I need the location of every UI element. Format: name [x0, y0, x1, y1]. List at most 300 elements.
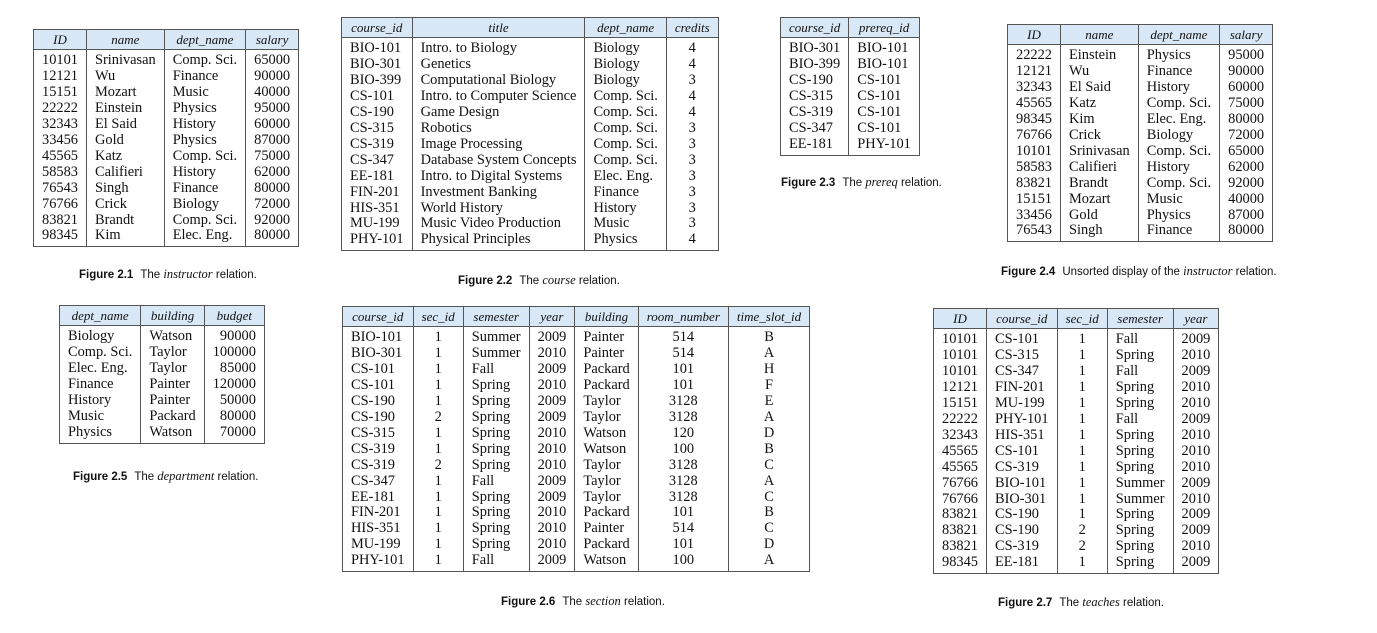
table-row [34, 213, 299, 229]
table-cell: Comp. Sci. [585, 121, 666, 137]
table-cell: Physics [1138, 208, 1219, 224]
table-cell: Computational Biology [412, 73, 585, 89]
table-cell: Spring [1107, 555, 1173, 573]
caption-text: The [1059, 597, 1080, 609]
header-row [34, 30, 299, 50]
table-cell: Kim [86, 228, 164, 246]
table-cell: Gold [1060, 208, 1138, 224]
table-cell: 514 [638, 327, 728, 346]
table-cell: 4 [666, 38, 718, 57]
table-cell: Watson [141, 425, 204, 443]
table-cell: 83821 [942, 506, 978, 523]
table-cell: Comp. Sci. [585, 153, 666, 169]
table-cell: 514 [638, 346, 728, 362]
table-cell: Intro. to Digital Systems [412, 169, 585, 185]
table-row [34, 149, 299, 165]
table-cell: Singh [86, 181, 164, 197]
table-cell: Image Processing [412, 137, 585, 153]
caption-text: relation. [900, 177, 942, 189]
table-cell: B [728, 442, 809, 458]
table-cell: A [728, 474, 809, 490]
figure-label: Figure 2.1 [79, 269, 134, 281]
table-cell: 1 [1057, 396, 1107, 412]
table-cell: 1 [1057, 460, 1107, 476]
relation-table [780, 17, 920, 156]
table-cell: 3 [666, 73, 718, 89]
table-row [934, 555, 1219, 573]
table-row [781, 121, 920, 137]
table-cell: CS-190 [350, 103, 394, 120]
table-cell: 10101 [942, 346, 978, 363]
table-cell: FIN-201 [351, 504, 401, 521]
table-row [934, 523, 1219, 539]
table-cell: HIS-351 [986, 428, 1057, 444]
table-row [1008, 192, 1273, 208]
table-cell: 101 [638, 505, 728, 521]
table-cell: 15151 [942, 394, 978, 411]
table-cell: CS-101 [350, 87, 394, 104]
table-cell: CS-101 [351, 376, 395, 393]
table-cell: CS-347 [986, 364, 1057, 380]
table-row [342, 38, 719, 57]
table-cell: C [728, 521, 809, 537]
table-cell: 92000 [246, 213, 299, 229]
table-cell: 76766 [42, 195, 78, 212]
table-row [60, 393, 265, 409]
figure-2-5-table [59, 305, 265, 444]
table-cell: 83821 [1016, 174, 1052, 191]
table-cell: C [728, 490, 809, 506]
table-cell: Painter [575, 327, 638, 346]
table-cell: Brandt [1060, 176, 1138, 192]
table-cell: Katz [1060, 96, 1138, 112]
relation-table [1007, 24, 1273, 242]
table-row [342, 185, 719, 201]
table-cell: BIO-399 [789, 55, 841, 72]
table-cell: 76543 [42, 179, 78, 196]
table-cell: BIO-301 [789, 40, 841, 56]
table-cell: Srinivasan [86, 50, 164, 69]
table-cell: 2009 [1173, 507, 1219, 523]
table-cell: 4 [666, 89, 718, 105]
table-cell: A [728, 553, 809, 571]
figure-2-6-table [342, 306, 810, 572]
figure-2-5-caption [73, 469, 258, 484]
column-header: salary [246, 30, 299, 50]
table-cell: 87000 [246, 133, 299, 149]
caption-text: The [140, 269, 161, 281]
table-cell: CS-101 [849, 73, 920, 89]
figure-2-4-caption [1001, 264, 1277, 279]
table-cell: 2009 [1173, 364, 1219, 380]
column-header: title [412, 18, 585, 38]
figure-label: Figure 2.5 [73, 471, 128, 483]
column-header: time_slot_id [728, 307, 809, 327]
table-cell: 1 [413, 505, 463, 521]
table-cell: 83821 [942, 522, 978, 539]
table-cell: 90000 [204, 326, 264, 345]
table-cell: BIO-399 [350, 71, 402, 88]
table-row [342, 201, 719, 217]
table-cell: 4 [666, 57, 718, 73]
table-cell: 1 [413, 537, 463, 553]
table-cell: D [728, 537, 809, 553]
table-cell: 101 [638, 362, 728, 378]
table-cell: 33456 [1016, 206, 1052, 223]
table-cell: 1 [413, 442, 463, 458]
table-cell: Packard [575, 362, 638, 378]
table-cell: 3 [666, 201, 718, 217]
table-row [60, 409, 265, 425]
table-row [343, 442, 810, 458]
table-row [1008, 112, 1273, 128]
table-cell: Taylor [575, 474, 638, 490]
table-cell: 2009 [529, 362, 575, 378]
table-cell: 1 [1057, 329, 1107, 348]
table-cell: Music Video Production [412, 216, 585, 232]
relation-name: department [157, 469, 215, 483]
table-cell: CS-315 [986, 348, 1057, 364]
table-cell: History [68, 391, 112, 408]
relation-name: teaches [1082, 595, 1120, 609]
table-cell: 50000 [204, 393, 264, 409]
table-cell: 2009 [529, 490, 575, 506]
table-row [343, 537, 810, 553]
table-row [60, 326, 265, 345]
table-cell: 100 [638, 442, 728, 458]
caption-text: The [519, 275, 540, 287]
table-cell: 2009 [529, 474, 575, 490]
table-cell: 65000 [246, 50, 299, 69]
table-cell: 1 [413, 394, 463, 410]
table-cell: Physics [585, 232, 666, 250]
table-cell: B [728, 327, 809, 346]
table-row [342, 137, 719, 153]
table-cell: 1 [1057, 555, 1107, 573]
table-cell: 2009 [1173, 329, 1219, 348]
column-header: dept_name [1138, 25, 1219, 45]
table-cell: CS-101 [849, 105, 920, 121]
table-cell: BIO-301 [351, 344, 403, 361]
table-cell: C [728, 458, 809, 474]
caption-text: Unsorted display of the [1062, 266, 1180, 278]
table-cell: Spring [463, 426, 529, 442]
table-cell: 92000 [1220, 176, 1273, 192]
table-cell: 1 [413, 378, 463, 394]
table-row [1008, 96, 1273, 112]
table-row [60, 345, 265, 361]
table-row [343, 490, 810, 506]
table-cell: 2010 [1173, 428, 1219, 444]
table-row [34, 133, 299, 149]
table-cell: 95000 [1220, 45, 1273, 64]
table-cell: Summer [463, 346, 529, 362]
table-cell: MU-199 [351, 536, 401, 553]
table-cell: 2010 [1173, 380, 1219, 396]
table-cell: Biology [164, 197, 245, 213]
table-cell: Comp. Sci. [164, 50, 245, 69]
table-cell: 3128 [638, 474, 728, 490]
table-cell: 1 [413, 327, 463, 346]
table-cell: Elec. Eng. [585, 169, 666, 185]
relation-name: prereq [865, 175, 898, 189]
figure-2-3-caption [781, 175, 942, 190]
table-cell: 12121 [42, 67, 78, 84]
header-row [781, 18, 920, 38]
table-cell: El Said [1060, 80, 1138, 96]
table-cell: Spring [463, 378, 529, 394]
figure-label: Figure 2.7 [998, 597, 1053, 609]
relation-table [342, 306, 810, 572]
table-row [1008, 176, 1273, 192]
column-header: name [86, 30, 164, 50]
table-cell: 62000 [246, 165, 299, 181]
table-cell: Comp. Sci. [68, 343, 133, 360]
table-cell: BIO-301 [350, 55, 402, 72]
table-cell: 2 [1057, 523, 1107, 539]
table-row [343, 458, 810, 474]
figure-2-7-caption [998, 595, 1164, 610]
column-header: year [1173, 309, 1219, 329]
table-cell: MU-199 [350, 215, 400, 232]
table-cell: 80000 [246, 228, 299, 246]
caption-text: relation. [1235, 266, 1277, 278]
table-cell: 98345 [42, 227, 78, 244]
table-cell: Califieri [1060, 160, 1138, 176]
table-cell: HIS-351 [350, 199, 400, 216]
table-cell: Spring [1107, 396, 1173, 412]
table-row [1008, 64, 1273, 80]
table-cell: Fall [1107, 329, 1173, 348]
column-header: ID [34, 30, 87, 50]
table-row [934, 428, 1219, 444]
table-cell: Taylor [575, 490, 638, 506]
table-cell: CS-319 [351, 440, 395, 457]
header-row [60, 306, 265, 326]
table-cell: Taylor [575, 394, 638, 410]
table-cell: Spring [1107, 380, 1173, 396]
table-cell: Elec. Eng. [164, 228, 245, 246]
table-cell: 98345 [1016, 110, 1052, 127]
table-cell: Fall [463, 553, 529, 571]
table-cell: 1 [1057, 380, 1107, 396]
table-cell: 58583 [1016, 158, 1052, 175]
table-cell: CS-190 [986, 523, 1057, 539]
table-row [342, 105, 719, 121]
table-cell: 4 [666, 232, 718, 250]
table-cell: 40000 [1220, 192, 1273, 208]
table-cell: Finance [164, 181, 245, 197]
table-cell: 62000 [1220, 160, 1273, 176]
table-row [934, 412, 1219, 428]
table-cell: 3 [666, 169, 718, 185]
table-cell: 2009 [529, 327, 575, 346]
table-row [1008, 144, 1273, 160]
table-cell: Packard [575, 537, 638, 553]
table-cell: Mozart [86, 85, 164, 101]
table-cell: PHY-101 [351, 552, 405, 569]
table-cell: Physics [68, 423, 112, 440]
table-row [934, 460, 1219, 476]
table-cell: Elec. Eng. [1138, 112, 1219, 128]
table-cell: 22222 [1016, 47, 1052, 63]
table-cell: 87000 [1220, 208, 1273, 224]
table-cell: 1 [413, 426, 463, 442]
column-header: dept_name [164, 30, 245, 50]
relation-table [933, 308, 1219, 574]
table-row [1008, 160, 1273, 176]
table-cell: Comp. Sci. [585, 89, 666, 105]
table-cell: 10101 [942, 331, 978, 347]
table-cell: B [728, 505, 809, 521]
table-row [34, 85, 299, 101]
table-cell: Physics [164, 133, 245, 149]
column-header: name [1060, 25, 1138, 45]
header-row [934, 309, 1219, 329]
caption-text: relation. [1123, 597, 1164, 609]
table-row [343, 327, 810, 346]
table-cell: Packard [575, 378, 638, 394]
table-cell: CS-190 [986, 507, 1057, 523]
table-cell: CS-347 [789, 119, 833, 136]
table-row [342, 73, 719, 89]
table-cell: 83821 [942, 538, 978, 555]
table-cell: Katz [86, 149, 164, 165]
relation-name: course [542, 273, 576, 287]
table-cell: Painter [141, 393, 204, 409]
table-cell: Robotics [412, 121, 585, 137]
table-row [34, 50, 299, 69]
table-cell: Summer [1107, 492, 1173, 508]
table-cell: 32343 [942, 426, 978, 443]
table-row [343, 426, 810, 442]
table-cell: 2009 [529, 410, 575, 426]
table-cell: 2010 [1173, 539, 1219, 555]
table-cell: Taylor [575, 458, 638, 474]
table-cell: 45565 [942, 458, 978, 475]
table-cell: History [164, 165, 245, 181]
table-cell: 1 [1057, 507, 1107, 523]
table-cell: 1 [1057, 492, 1107, 508]
table-row [342, 153, 719, 169]
table-cell: History [1138, 160, 1219, 176]
table-cell: Game Design [412, 105, 585, 121]
table-cell: 2010 [529, 378, 575, 394]
column-header: prereq_id [849, 18, 920, 38]
table-row [343, 553, 810, 571]
table-cell: 95000 [246, 101, 299, 117]
table-cell: BIO-101 [350, 40, 402, 56]
table-row [781, 105, 920, 121]
table-cell: 2010 [529, 426, 575, 442]
table-row [1008, 223, 1273, 241]
table-cell: Spring [1107, 348, 1173, 364]
table-cell: Finance [1138, 223, 1219, 241]
table-row [343, 378, 810, 394]
table-cell: 3 [666, 121, 718, 137]
table-cell: Spring [1107, 507, 1173, 523]
figure-2-4-table [1007, 24, 1273, 242]
table-cell: Spring [1107, 428, 1173, 444]
table-cell: MU-199 [986, 396, 1057, 412]
table-cell: 3 [666, 216, 718, 232]
table-cell: E [728, 394, 809, 410]
table-cell: 76766 [942, 490, 978, 507]
column-header: dept_name [60, 306, 141, 326]
table-cell: Watson [575, 553, 638, 571]
table-cell: Crick [86, 197, 164, 213]
table-cell: 45565 [942, 442, 978, 459]
table-cell: Genetics [412, 57, 585, 73]
table-cell: 100000 [204, 345, 264, 361]
column-header: salary [1220, 25, 1273, 45]
table-cell: Music [164, 85, 245, 101]
table-cell: 2009 [1173, 523, 1219, 539]
header-row [343, 307, 810, 327]
figure-label: Figure 2.6 [501, 596, 556, 608]
table-cell: Finance [164, 69, 245, 85]
column-header: year [529, 307, 575, 327]
table-cell: 22222 [942, 410, 978, 427]
table-cell: Fall [463, 474, 529, 490]
table-cell: Music [1138, 192, 1219, 208]
table-cell: PHY-101 [849, 137, 920, 155]
table-row [343, 346, 810, 362]
table-cell: Music [68, 407, 104, 424]
table-cell: 83821 [42, 211, 78, 228]
table-cell: 58583 [42, 163, 78, 180]
table-cell: Painter [575, 521, 638, 537]
table-cell: 1 [413, 362, 463, 378]
table-cell: BIO-301 [986, 492, 1057, 508]
table-cell: 2010 [529, 442, 575, 458]
table-cell: 85000 [204, 361, 264, 377]
table-cell: 2 [413, 458, 463, 474]
table-cell: 22222 [42, 99, 78, 116]
table-cell: History [585, 201, 666, 217]
table-cell: Comp. Sci. [164, 213, 245, 229]
table-cell: 32343 [1016, 78, 1052, 95]
caption-text: The [562, 596, 583, 608]
table-cell: Watson [575, 426, 638, 442]
table-cell: 2 [1057, 539, 1107, 555]
table-cell: Einstein [86, 101, 164, 117]
table-cell: 2009 [529, 394, 575, 410]
table-row [34, 165, 299, 181]
table-cell: Fall [1107, 412, 1173, 428]
table-cell: Biology [68, 328, 115, 344]
table-row [342, 89, 719, 105]
table-cell: EE-181 [986, 555, 1057, 573]
table-cell: 1 [413, 490, 463, 506]
table-cell: 72000 [246, 197, 299, 213]
table-cell: 1 [413, 474, 463, 490]
table-cell: Database System Concepts [412, 153, 585, 169]
table-cell: Biology [585, 57, 666, 73]
table-row [60, 425, 265, 443]
table-cell: 1 [413, 346, 463, 362]
table-cell: 100 [638, 553, 728, 571]
table-cell: Spring [463, 521, 529, 537]
table-cell: Taylor [575, 410, 638, 426]
table-cell: Spring [463, 490, 529, 506]
column-header: ID [1008, 25, 1061, 45]
table-cell: 2010 [529, 505, 575, 521]
figure-2-7-table [933, 308, 1219, 574]
table-cell: Watson [575, 442, 638, 458]
column-header: budget [204, 306, 264, 326]
table-cell: 15151 [1016, 190, 1052, 207]
